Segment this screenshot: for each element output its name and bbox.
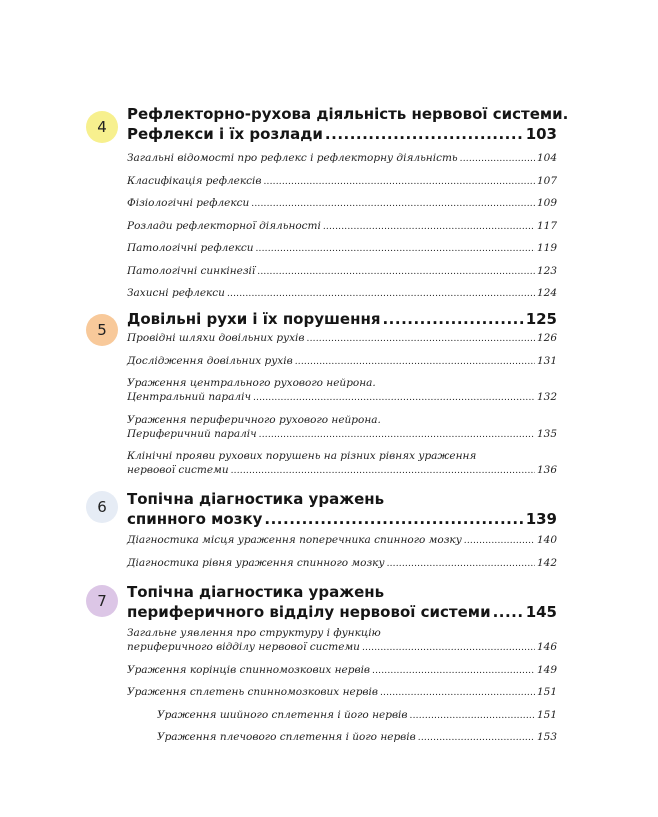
dot-leader: [251, 197, 535, 211]
toc-entry-line: [127, 264, 557, 279]
toc-entry[interactable]: [127, 626, 557, 655]
toc-entry-line: [127, 427, 557, 442]
toc-entry-text: Ураження плечового сплетення і його нервів: [157, 731, 416, 743]
toc-entry[interactable]: [127, 376, 557, 405]
toc-entry-line: [127, 663, 557, 678]
chapter-title-line: [127, 489, 557, 509]
chapter-number-badge: 5: [86, 314, 118, 346]
toc-entry-page-number: 132: [536, 391, 557, 403]
toc-entry[interactable]: [127, 708, 557, 723]
toc-entry[interactable]: [127, 730, 557, 745]
toc-entry-text: Ураження центрального рухового нейрона.: [127, 377, 376, 389]
dot-leader: [227, 287, 535, 301]
chapter-title[interactable]: [127, 489, 557, 529]
dot-leader: [325, 124, 524, 144]
toc-entry-line: [127, 376, 557, 390]
toc-entry-page-number: 119: [536, 242, 557, 254]
toc-entry-page-number: 109: [536, 197, 557, 209]
toc-entry-text: Діагностика місця ураження поперечника спинного мозку: [127, 534, 462, 546]
toc-entry-text: периферичного відділу нервової системи: [127, 641, 360, 653]
chapter-page-number: 145: [525, 603, 557, 621]
toc-entry-line: [127, 151, 557, 166]
dot-leader: [264, 509, 523, 529]
dot-leader: [410, 709, 535, 723]
toc-entry-page-number: 151: [536, 686, 557, 698]
toc-entry-text: Розлади рефлекторної діяльності: [127, 219, 321, 232]
toc-entry-page-number: 136: [536, 464, 557, 476]
toc-entry-page-number: 124: [536, 287, 557, 299]
toc-entry-text: Загальні відомості про рефлекс і рефлекторну діяльність: [127, 152, 458, 164]
chapter-entries: [127, 331, 557, 486]
dot-leader: [253, 391, 535, 405]
chapter-title-text: Рефлекторно-рухова діяльність нервової системи.: [127, 105, 569, 123]
toc-entry[interactable]: [127, 151, 557, 166]
toc-entry-text: Центральний параліч: [127, 391, 251, 403]
toc-entry-line: [127, 286, 557, 301]
chapter-title-line: [127, 602, 557, 622]
toc-entry-line: [127, 241, 557, 256]
toc-entry-line: [127, 390, 557, 405]
dot-leader: [372, 664, 535, 678]
toc-entry[interactable]: [127, 354, 557, 369]
toc-entry-text: Загальне уявлення про структуру і функцію: [127, 627, 381, 639]
dot-leader: [382, 309, 523, 329]
toc-entry-line: [127, 174, 557, 189]
toc-entry-page-number: 107: [536, 174, 557, 187]
toc-entry-line: [127, 463, 557, 478]
toc-entry-text: Фізіологічні рефлекси: [127, 197, 250, 209]
toc-entry-page-number: 104: [536, 152, 557, 164]
toc-entry[interactable]: [127, 533, 557, 548]
chapter-title-text: Рефлекси і їх розлади: [127, 125, 323, 143]
toc-entry-line: [127, 219, 557, 234]
dot-leader: [323, 220, 535, 234]
toc-entry[interactable]: [127, 286, 557, 301]
toc-entry-line: [127, 556, 557, 571]
toc-entry-line: [127, 354, 557, 369]
toc-entry-text: Ураження корінців спинномозкових нервів: [127, 663, 371, 676]
chapter-title-line: [127, 582, 557, 602]
toc-entry-line: [127, 449, 557, 463]
toc-entry-line: [127, 685, 557, 700]
toc-entry-line: [127, 196, 557, 211]
dot-leader: [263, 175, 534, 189]
toc-entry-text: Периферичний параліч: [127, 427, 257, 440]
toc-entry-text: Патологічні рефлекси: [127, 242, 254, 254]
toc-entry-text: нервової системи: [127, 464, 229, 476]
chapter-entries: [127, 151, 557, 309]
chapter-entries: [127, 626, 557, 753]
toc-entry-page-number: 146: [536, 641, 557, 653]
toc-entry[interactable]: [127, 663, 557, 678]
chapter-title-line: [127, 309, 557, 329]
chapter-title-text: Топічна діагностика уражень: [127, 490, 385, 508]
chapter-number-badge: 6: [86, 491, 118, 523]
dot-leader: [362, 641, 535, 655]
toc-entry-text: Класифікація рефлексів: [127, 174, 262, 187]
chapter-title-line: [127, 124, 557, 144]
toc-entry[interactable]: [127, 241, 557, 256]
chapter-page-number: 125: [525, 310, 557, 328]
chapter-page-number: 103: [525, 125, 557, 143]
toc-entry-text: Ураження периферичного рухового нейрона.: [127, 413, 381, 426]
dot-leader: [493, 602, 524, 622]
toc-entry-line: [127, 533, 557, 548]
dot-leader: [231, 464, 535, 478]
toc-entry-line: [127, 413, 557, 427]
toc-entry-text: Захисні рефлекси: [127, 287, 225, 299]
toc-entry-page-number: 151: [536, 708, 557, 721]
toc-entry-line: [157, 708, 557, 723]
toc-entry-text: Дослідження довільних рухів: [127, 354, 293, 367]
toc-entry-page-number: 153: [536, 731, 557, 743]
toc-entry[interactable]: [127, 196, 557, 211]
toc-entry-page-number: 117: [536, 219, 557, 232]
toc-entry-text: Ураження сплетень спинномозкових нервів: [127, 686, 378, 698]
toc-entry[interactable]: [127, 556, 557, 571]
dot-leader: [418, 731, 535, 745]
chapter-title[interactable]: [127, 104, 569, 144]
dot-leader: [307, 332, 535, 346]
dot-leader: [259, 428, 535, 442]
toc-entry-page-number: 142: [536, 556, 557, 569]
toc-entry-page-number: 149: [536, 663, 557, 676]
toc-entry[interactable]: [127, 331, 557, 346]
dot-leader: [387, 557, 535, 571]
toc-entry-line: [127, 640, 557, 655]
dot-leader: [257, 265, 535, 279]
toc-entry-page-number: 126: [536, 332, 557, 344]
toc-entry[interactable]: [127, 174, 557, 189]
dot-leader: [380, 686, 535, 700]
chapter-title-text: Довільні рухи і їх порушення: [127, 310, 381, 328]
toc-entry-text: Клінічні прояви рухових порушень на різних рівнях ураження: [127, 450, 477, 462]
chapter-page-number: 139: [525, 510, 557, 528]
toc-entry-line: [127, 626, 557, 640]
chapter-entries: [127, 533, 557, 578]
toc-entry-text: Провідні шляхи довільних рухів: [127, 332, 305, 344]
toc-entry-page-number: 123: [536, 264, 557, 277]
dot-leader: [460, 152, 535, 166]
toc-entry-text: Діагностика рівня ураження спинного мозку: [127, 556, 385, 569]
toc-entry[interactable]: [127, 219, 557, 234]
chapter-title[interactable]: [127, 309, 557, 329]
chapter-title[interactable]: [127, 582, 557, 622]
chapter-title-line: [127, 104, 569, 124]
chapter-title-text: Топічна діагностика уражень: [127, 583, 385, 601]
toc-entry-page-number: 131: [536, 354, 557, 367]
toc-entry-text: Ураження шийного сплетення і його нервів: [157, 708, 408, 721]
toc-entry[interactable]: [127, 685, 557, 700]
toc-entry-line: [157, 730, 557, 745]
toc-entry-text: Патологічні синкінезії: [127, 264, 256, 277]
toc-entry[interactable]: [127, 413, 557, 442]
toc-entry[interactable]: [127, 264, 557, 279]
chapter-number-badge: 7: [86, 585, 118, 617]
toc-entry-page-number: 140: [536, 534, 557, 546]
toc-entry[interactable]: [127, 449, 557, 478]
chapter-number-badge: 4: [86, 111, 118, 143]
dot-leader: [295, 355, 535, 369]
chapter-title-text: спинного мозку: [127, 510, 263, 528]
chapter-title-line: [127, 509, 557, 529]
toc-entry-line: [127, 331, 557, 346]
chapter-title-text: периферичного відділу нервової системи: [127, 603, 491, 621]
dot-leader: [255, 242, 534, 256]
toc-entry-page-number: 135: [536, 427, 557, 440]
dot-leader: [464, 534, 535, 548]
